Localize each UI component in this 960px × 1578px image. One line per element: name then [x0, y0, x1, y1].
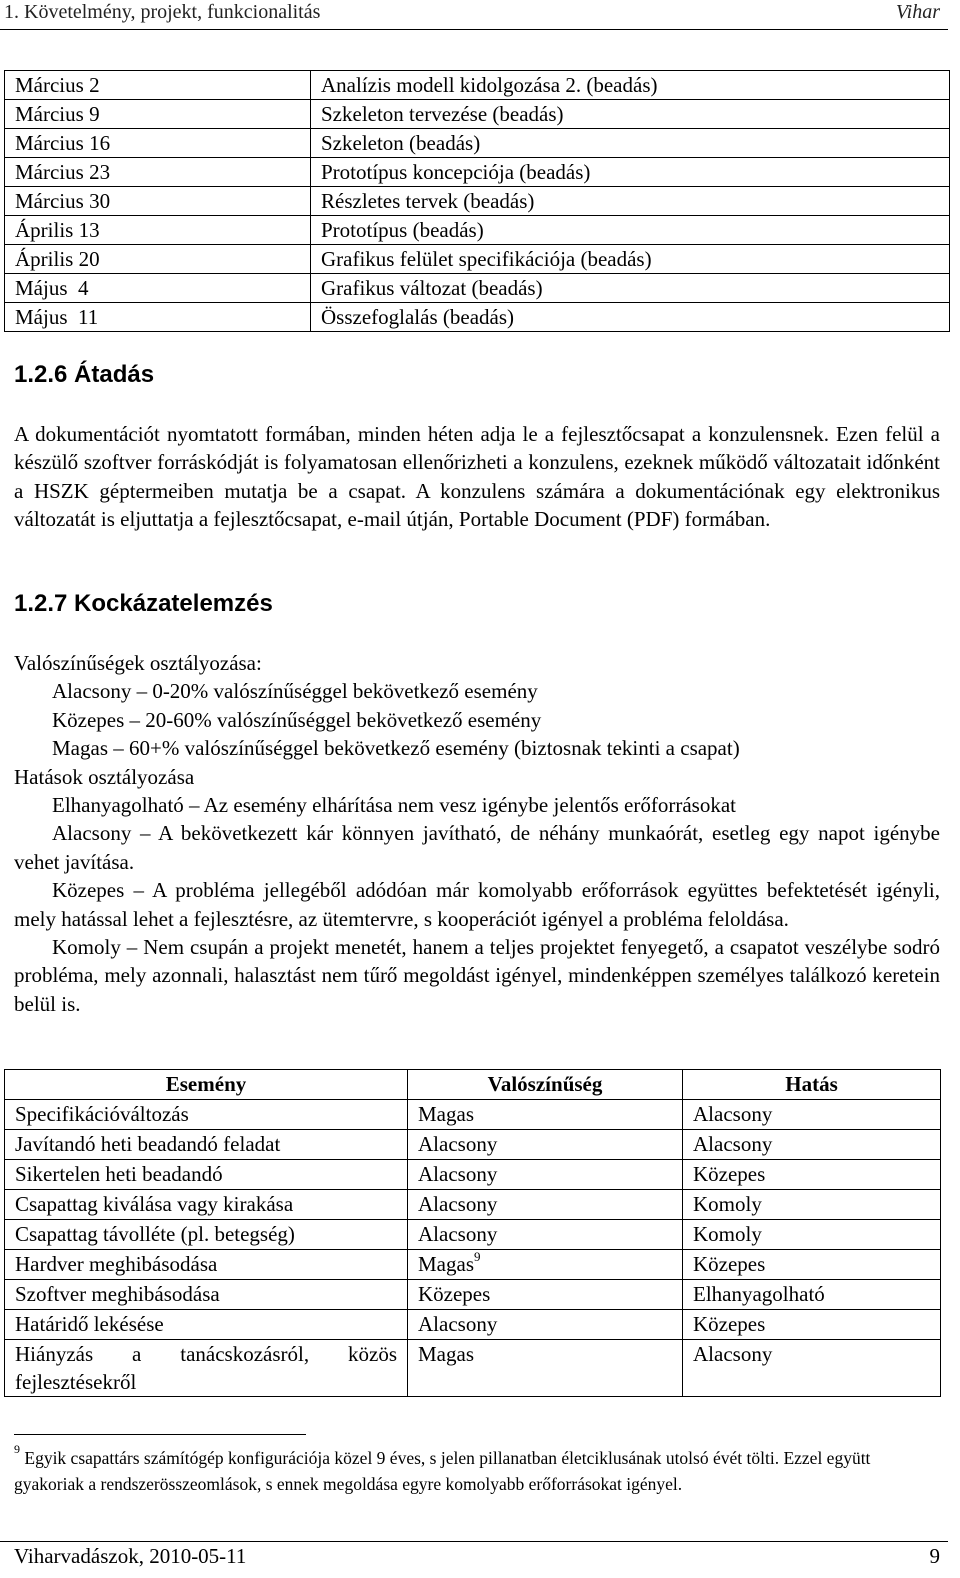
footnote [14, 1442, 944, 1497]
footnote-separator [14, 1434, 306, 1435]
project-name: Vihar [895, 1, 940, 23]
table-row [5, 1220, 941, 1250]
schedule-task: Grafikus felület specifikációja (beadás) [311, 245, 950, 274]
table-row [5, 1310, 941, 1340]
risk-probability: Közepes [408, 1280, 683, 1310]
risk-probability: Magas [408, 1340, 683, 1397]
table-row [5, 1340, 941, 1397]
impact-item: Komoly – Nem csupán a projekt menetét, hanem a teljes projektet fenyegető, a csapatot veszélybe sodró probléma, mely azonnali, halasztást nem tűrő megoldást igényel, mindenképpen személyes találkozó keretein belül is. [14, 935, 940, 1016]
schedule-task: Grafikus változat (beadás) [311, 274, 950, 303]
risk-event: Csapattag távolléte (pl. betegség) [5, 1220, 408, 1250]
risk-impact: Elhanyagolható [683, 1280, 941, 1310]
chapter-title: 1. Követelmény, projekt, funkcionalitás [4, 1, 321, 23]
risk-event: Sikertelen heti beadandó [5, 1160, 408, 1190]
schedule-table [4, 70, 950, 332]
risk-probability: Magas [408, 1100, 683, 1130]
schedule-task: Részletes tervek (beadás) [311, 187, 950, 216]
risk-impact: Közepes [683, 1310, 941, 1340]
footnote-text: Egyik csapattárs számítógép konfigurációja közel 9 éves, s jelen pillanatban életciklusának utolsó évét tölti. Ezzel együtt gyakoriak a rendszerösszeomlások, s ennek megoldása egyre komolyabb erőforrásokat igényel. [14, 1448, 871, 1494]
atadas-paragraph: A dokumentációt nyomtatott formában, minden héten adja le a fejlesztőcsapat a konzulensnek. Ezen felül a készülő szoftver forráskódját is folyamatosan ellenőrizheti a konzulens, ezeknek működő változatait időnként a HSZK géptermeiben mutatja be a csapat. A konzulens számára a dokumentációnak egy elektronikus változatát is eljuttatja a fejlesztőcsapat, e-mail útján, Portable Document (PDF) formában. [14, 422, 940, 532]
schedule-task: Prototípus (beadás) [311, 216, 950, 245]
risk-impact: Alacsony [683, 1130, 941, 1160]
risk-table [4, 1069, 941, 1397]
table-row [5, 71, 950, 100]
footnote-mark: 9 [14, 1442, 20, 1457]
risk-probability: Alacsony [408, 1130, 683, 1160]
impact-item: Alacsony – A bekövetkezett kár könnyen javítható, de néhány munkaórát, esetleg egy napot igénybe vehet javítása. [14, 821, 940, 874]
page-header [0, 0, 948, 30]
schedule-date: Március 23 [5, 158, 311, 187]
risk-probability: Alacsony [408, 1220, 683, 1250]
risk-probability-value: Magas [418, 1252, 474, 1276]
risk-probability: Alacsony [408, 1160, 683, 1190]
risk-event: Szoftver meghibásodása [5, 1280, 408, 1310]
table-header-row [5, 1070, 941, 1100]
risk-event: Javítandó heti beadandó feladat [5, 1130, 408, 1160]
risk-event-text: Hiányzás a tanácskozásról, közös fejlesztésekről [15, 1342, 397, 1394]
impact-item: Közepes – A probléma jellegéből adódóan már komolyabb erőforrások együttes befektetését igényli, mely hatással lehet a fejlesztésre, az ütemtervre, s kooperációt igényel a probléma feloldása. [14, 878, 940, 931]
risk-probability: Alacsony [408, 1190, 683, 1220]
schedule-date: Március 30 [5, 187, 311, 216]
table-row [5, 158, 950, 187]
table-row [5, 1130, 941, 1160]
risk-classification [14, 649, 940, 1018]
table-row [5, 129, 950, 158]
risk-impact: Közepes [683, 1160, 941, 1190]
table-row [5, 1250, 941, 1280]
risk-impact: Komoly [683, 1220, 941, 1250]
risk-event: Határidő lekésése [5, 1310, 408, 1340]
team-and-date: Viharvadászok, 2010-05-11 [14, 1544, 247, 1568]
table-row [5, 274, 950, 303]
risk-event: Hardver meghibásodása [5, 1250, 408, 1280]
schedule-task: Analízis modell kidolgozása 2. (beadás) [311, 71, 950, 100]
table-row [5, 1280, 941, 1310]
section-heading-kockazatelemzes: 1.2.7 Kockázatelemzés [14, 590, 273, 617]
schedule-task: Prototípus koncepciója (beadás) [311, 158, 950, 187]
risk-event: Specifikációváltozás [5, 1100, 408, 1130]
page-footer [0, 1541, 948, 1578]
column-header-impact: Hatás [683, 1070, 941, 1100]
risk-impact: Alacsony [683, 1100, 941, 1130]
table-row [5, 100, 950, 129]
table-row [5, 1100, 941, 1130]
impact-title: Hatások osztályozása [14, 764, 195, 789]
schedule-date: Április 20 [5, 245, 311, 274]
schedule-date: Március 9 [5, 100, 311, 129]
page-number: 9 [929, 1544, 940, 1568]
risk-probability [408, 1250, 683, 1280]
schedule-task: Szkeleton tervezése (beadás) [311, 100, 950, 129]
impact-item: Elhanyagolható – Az esemény elhárítása nem vesz igénybe jelentős erőforrásokat [52, 793, 736, 818]
risk-event [5, 1340, 408, 1397]
table-row [5, 245, 950, 274]
schedule-date: Március 16 [5, 129, 311, 158]
section-heading-atadas: 1.2.6 Átadás [14, 361, 155, 388]
table-row [5, 187, 950, 216]
table-row [5, 1190, 941, 1220]
risk-event: Csapattag kiválása vagy kirakása [5, 1190, 408, 1220]
schedule-task: Összefoglalás (beadás) [311, 303, 950, 332]
risk-impact: Komoly [683, 1190, 941, 1220]
risk-impact: Alacsony [683, 1340, 941, 1397]
probability-item: Alacsony – 0-20% valószínűséggel bekövetkező esemény [52, 679, 538, 704]
risk-impact: Közepes [683, 1250, 941, 1280]
risk-probability: Alacsony [408, 1310, 683, 1340]
schedule-task: Szkeleton (beadás) [311, 129, 950, 158]
schedule-date: Április 13 [5, 216, 311, 245]
column-header-probability: Valószínűség [408, 1070, 683, 1100]
table-row [5, 303, 950, 332]
schedule-date: Május 11 [5, 303, 311, 332]
schedule-date: Május 4 [5, 274, 311, 303]
probability-item: Magas – 60+% valószínűséggel bekövetkező esemény (biztosnak tekinti a csapat) [52, 736, 740, 761]
schedule-date: Március 2 [5, 71, 311, 100]
table-row [5, 1160, 941, 1190]
column-header-event: Esemény [5, 1070, 408, 1100]
probability-title: Valószínűségek osztályozása: [14, 651, 262, 675]
footnote-reference[interactable]: 9 [474, 1249, 481, 1264]
probability-item: Közepes – 20-60% valószínűséggel bekövetkező esemény [52, 707, 542, 732]
table-row [5, 216, 950, 245]
